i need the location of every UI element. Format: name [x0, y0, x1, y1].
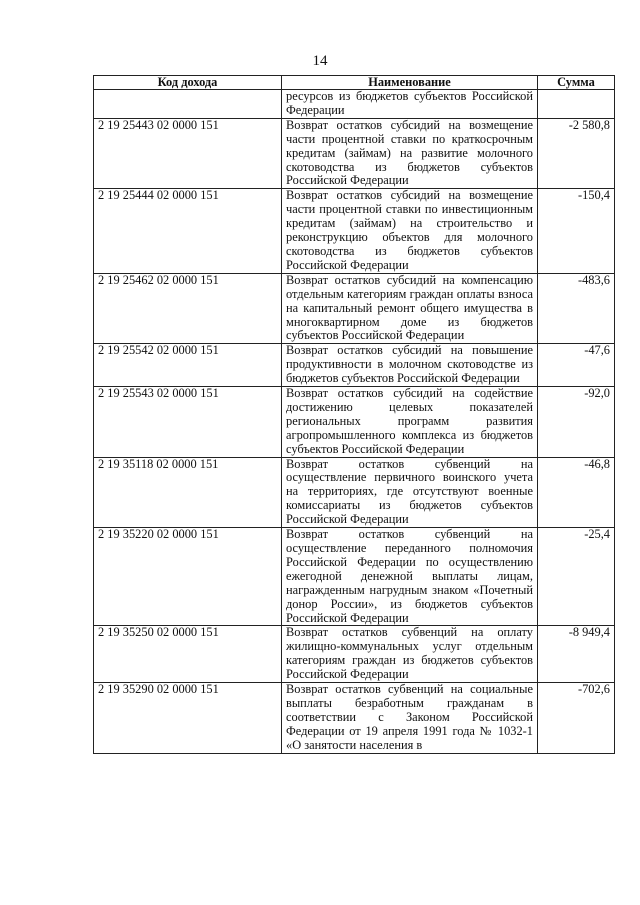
- header-sum: Сумма: [538, 76, 615, 90]
- row-name: Возврат остатков субвенций на оплату жилищно-коммунальных услуг отдельным категориям граждан из бюджетов субъектов Российской Федерации: [282, 626, 538, 683]
- row-sum: -46,8: [538, 457, 615, 528]
- row-sum: -47,6: [538, 344, 615, 387]
- row-code: 2 19 35250 02 0000 151: [94, 626, 282, 683]
- row-sum: -25,4: [538, 528, 615, 626]
- row-sum: -483,6: [538, 273, 615, 344]
- row-name: Возврат остатков субсидий на повышение продуктивности в молочном скотоводстве из бюджетов субъектов Российской Федерации: [282, 344, 538, 387]
- table-row: [94, 273, 615, 344]
- table-row: [94, 118, 615, 189]
- table-row: [94, 90, 615, 119]
- row-code: 2 19 25543 02 0000 151: [94, 387, 282, 458]
- table-row: [94, 683, 615, 754]
- header-code: Код дохода: [94, 76, 282, 90]
- row-name: ресурсов из бюджетов субъектов Российской Федерации: [282, 90, 538, 119]
- table-row: [94, 189, 615, 273]
- row-code: 2 19 35290 02 0000 151: [94, 683, 282, 754]
- row-sum: -92,0: [538, 387, 615, 458]
- row-code: 2 19 25542 02 0000 151: [94, 344, 282, 387]
- table-row: [94, 457, 615, 528]
- table-row: [94, 626, 615, 683]
- row-sum: -702,6: [538, 683, 615, 754]
- row-sum: -8 949,4: [538, 626, 615, 683]
- row-code: 2 19 35220 02 0000 151: [94, 528, 282, 626]
- table-row: [94, 528, 615, 626]
- row-name: Возврат остатков субсидий на возмещение части процентной ставки по инвестиционным кредитам (займам) на строительство и реконструкцию объектов для молочного скотоводства из бюджетов субъектов Российской Федерации: [282, 189, 538, 273]
- row-code: 2 19 25462 02 0000 151: [94, 273, 282, 344]
- row-sum: -2 580,8: [538, 118, 615, 189]
- row-code: 2 19 25444 02 0000 151: [94, 189, 282, 273]
- row-name: Возврат остатков субвенций на социальные выплаты безработным гражданам в соответствии с Законом Российской Федерации от 19 апреля 1991 года № 1032-1 «О занятости населения в: [282, 683, 538, 754]
- row-sum: -150,4: [538, 189, 615, 273]
- row-name: Возврат остатков субвенций на осуществление первичного воинского учета на территориях, где отсутствуют военные комиссариаты из бюджетов субъектов Российской Федерации: [282, 457, 538, 528]
- row-name: Возврат остатков субсидий на содействие достижению целевых показателей региональных программ развития агропромышленного комплекса из бюджетов субъектов Российской Федерации: [282, 387, 538, 458]
- header-name: Наименование: [282, 76, 538, 90]
- row-sum: [538, 90, 615, 119]
- table-row: [94, 344, 615, 387]
- revenue-table: [93, 75, 615, 754]
- row-code: [94, 90, 282, 119]
- row-name: Возврат остатков субсидий на компенсацию отдельным категориям граждан оплаты взноса на капитальный ремонт общего имущества в многоквартирном доме из бюджетов субъектов Российской Федерации: [282, 273, 538, 344]
- row-name: Возврат остатков субсидий на возмещение части процентной ставки по краткосрочным кредитам (займам) на развитие молочного скотоводства из бюджетов субъектов Российской Федерации: [282, 118, 538, 189]
- row-code: 2 19 25443 02 0000 151: [94, 118, 282, 189]
- row-code: 2 19 35118 02 0000 151: [94, 457, 282, 528]
- row-name: Возврат остатков субвенций на осуществление переданного полномочия Российской Федерации по осуществлению ежегодной денежной выплаты лицам, награжденным нагрудным знаком «Почетный донор России», из бюджетов субъектов Российской Федерации: [282, 528, 538, 626]
- page-number: 14: [312, 53, 328, 69]
- table-row: [94, 387, 615, 458]
- table-header-row: [94, 76, 615, 90]
